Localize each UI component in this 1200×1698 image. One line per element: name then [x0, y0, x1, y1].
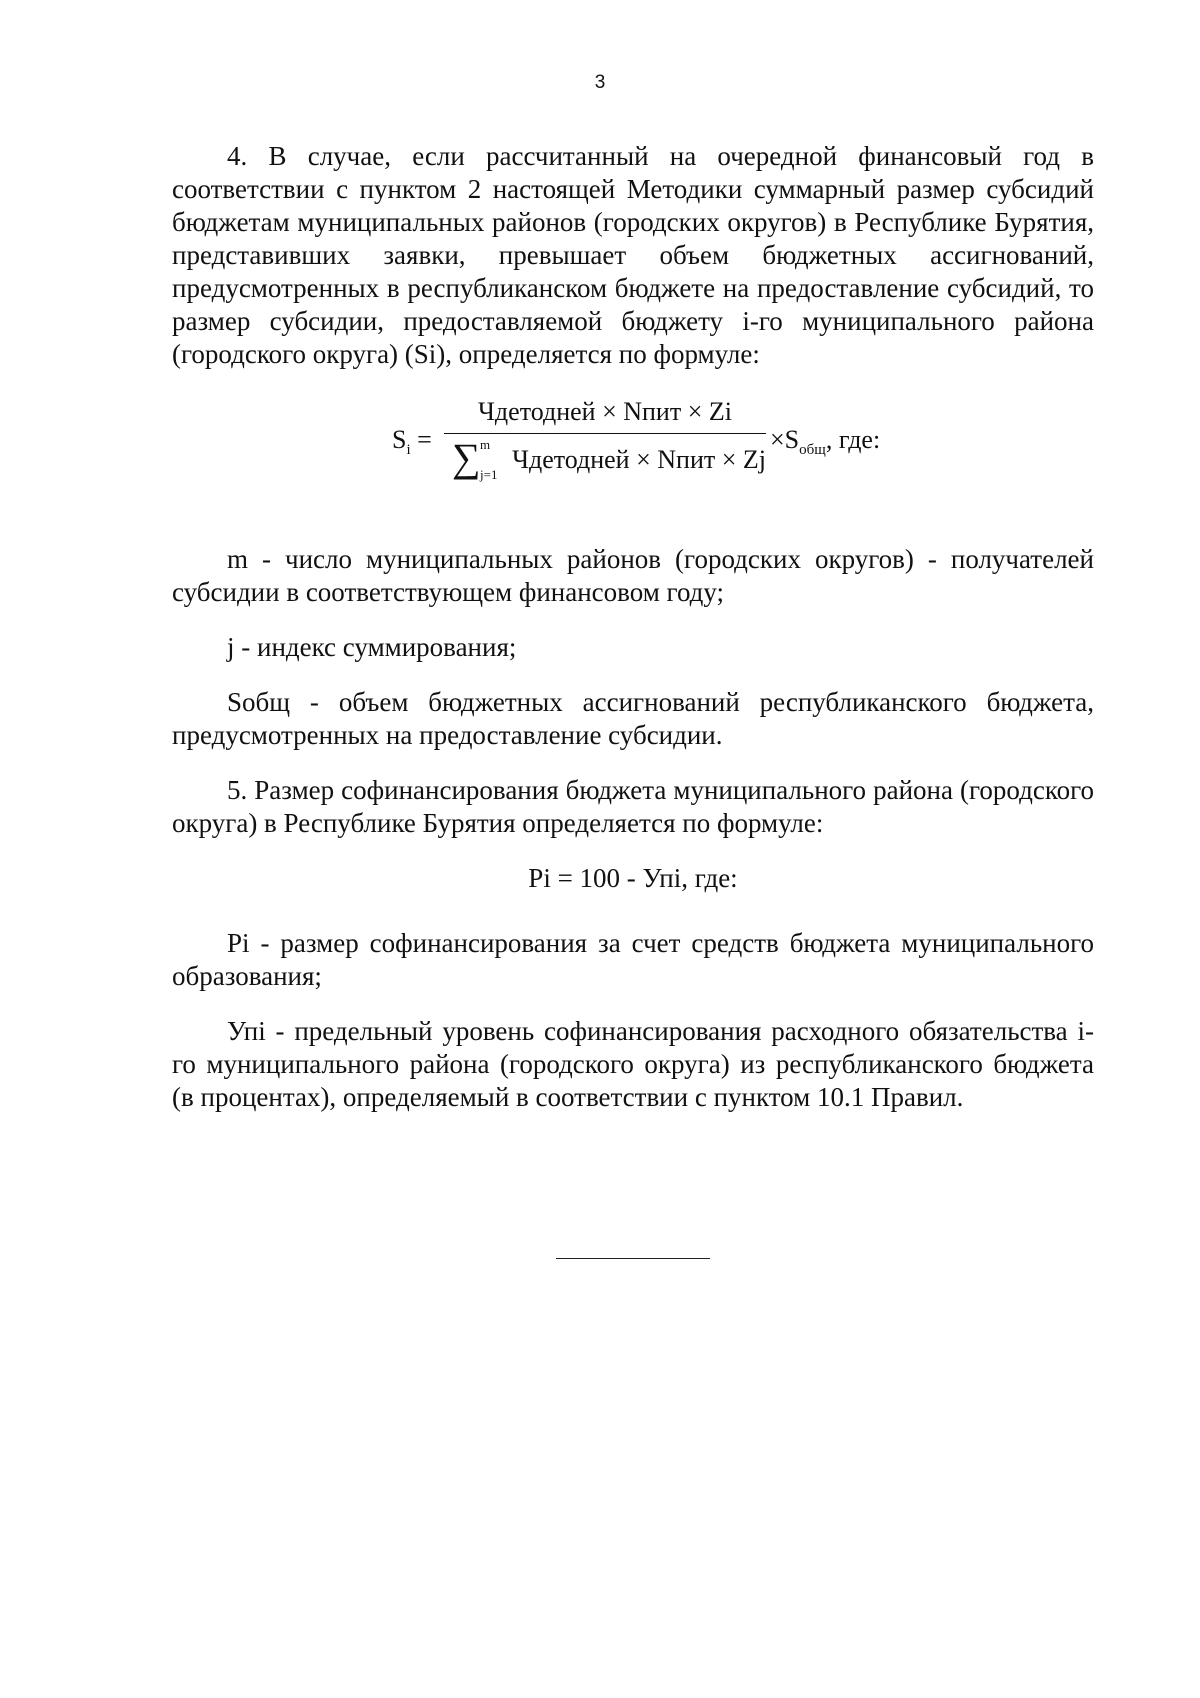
definition-pi: Pi - размер софинансирования за счет средств бюджета муниципального образования;: [172, 928, 1094, 991]
sigma-symbol: ∑: [452, 435, 481, 480]
fraction-bar: [444, 433, 766, 434]
formula-lhs-subscript: i: [406, 442, 411, 459]
definition-s-total: Sобщ - объем бюджетных ассигнований республиканского бюджета, предусмотренных на предоставление субсидии.: [172, 687, 1094, 750]
formula-fraction: [444, 393, 766, 482]
sum-lower-limit: j=1: [480, 467, 498, 482]
formula-denominator-row: [444, 435, 766, 482]
formula-rhs-symbol: S: [784, 425, 800, 454]
formula-lhs: [392, 423, 432, 467]
definition-upi: Упi - предельный уровень софинансирования расходного обязательства i-го муниципального района (городского округа) из республиканского бюджета (в процентах), определяемый в соответствии с пунктом 10.1 Правил.: [172, 1016, 1094, 1112]
sum-upper-limit: m: [480, 437, 491, 452]
formula-rhs-subscript: общ: [799, 442, 826, 459]
page-number: 3: [594, 72, 606, 93]
formula-equals: =: [417, 425, 432, 454]
formula-lhs-symbol: S: [392, 425, 407, 454]
definition-m: m - число муниципальных районов (городских округов) - получателей субсидии в соответствующем финансовом году;: [172, 544, 1094, 607]
end-of-document-rule: [556, 1258, 710, 1259]
formula-numerator: Чдетодней × Nпит × Zi: [478, 397, 732, 426]
subsidy-formula: [172, 393, 1094, 503]
paragraph-5: 5. Размер софинансирования бюджета муниципального района (городского округа) в Республике Бурятия определяется по формуле:: [172, 775, 1094, 838]
formula-times: ×: [770, 425, 785, 454]
paragraph-4: 4. В случае, если рассчитанный на очередной финансовый год в соответствии с пунктом 2 настоящей Методики суммарный размер субсидий бюджетам муниципальных районов (городских округов) в Республике Бурятия, представивших заявки, превышает объем бюджетных ассигнований, предусмотренных в республиканском бюджете на предоставление субсидий, то размер субсидии, предоставляемой бюджету i-го муниципального района (городского округа) (Si), определяется по формуле:: [172, 141, 1094, 369]
formula-rhs: [770, 423, 880, 467]
definition-j: j - индекс суммирования;: [227, 632, 517, 662]
formula-denominator: Чдетодней × Nпит × Zj: [512, 445, 766, 474]
cofinancing-formula: Pi = 100 - Упi, где:: [528, 863, 738, 893]
document-body: [172, 140, 1094, 1136]
formula-suffix: , где:: [825, 425, 881, 454]
